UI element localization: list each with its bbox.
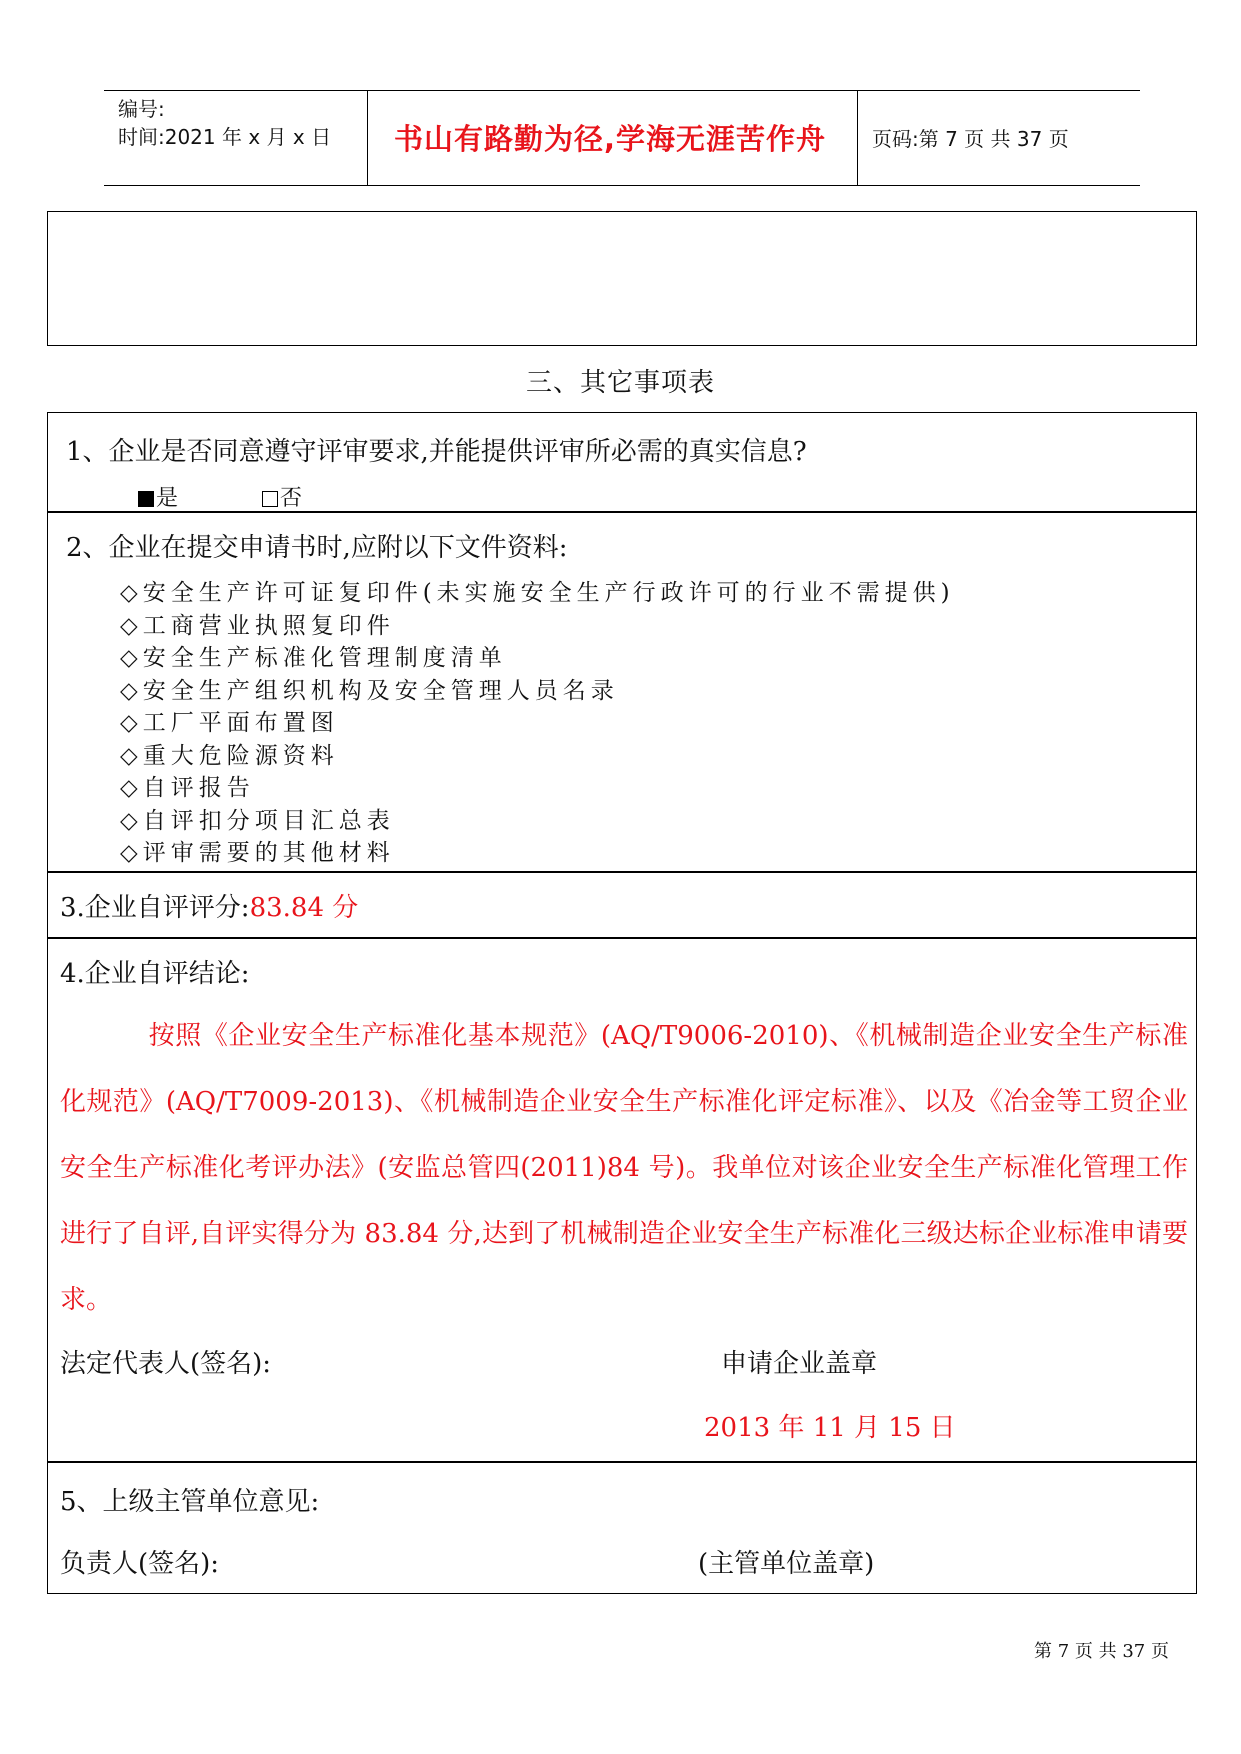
row-divider — [48, 1461, 1196, 1463]
header-divider — [367, 91, 368, 185]
list-item: ◇自评扣分项目汇总表 — [120, 807, 395, 834]
q3-label: 3.企业自评评分: — [60, 893, 250, 923]
list-item: ◇重大危险源资料 — [120, 742, 339, 769]
responsible-signature: 负责人(签名): — [60, 1549, 220, 1579]
doc-time-label: 时间:2021 年 x 月 x 日 — [118, 125, 332, 149]
header-page-info: 页码:第 7 页 共 37 页 — [872, 127, 1069, 151]
page-header — [104, 90, 1140, 186]
q1-no-label: 否 — [280, 486, 303, 511]
q3-row — [60, 887, 358, 924]
row-divider — [48, 937, 1196, 939]
other-items-table — [47, 412, 1197, 1594]
header-divider — [857, 91, 858, 185]
page-footer: 第 7 页 共 37 页 — [1034, 1641, 1169, 1662]
empty-table-cell — [47, 211, 1197, 346]
doc-number-label: 编号: — [118, 97, 165, 121]
attachment-list — [120, 577, 955, 870]
row-divider — [48, 871, 1196, 873]
supervisor-seal-label: (主管单位盖章) — [698, 1549, 875, 1579]
list-item: ◇安全生产标准化管理制度清单 — [120, 645, 507, 671]
q1-yes-option[interactable] — [138, 481, 178, 512]
application-date: 2013 年 11 月 15 日 — [704, 1413, 956, 1443]
conclusion-text: 按照《企业安全生产标准化基本规范》(AQ/T9006-2010)、《机械制造企业安全生产标准化规范》(AQ/T7009-2013)、《机械制造企业安全生产标准化评定标准》、以及《冶金等工贸企业安全生产标准化考评办法》(安监总管四(2011)84 号)。我单位对该企业安全生产标准化管理工作进行了自评,自评实得分为 83.84 分,达到了机械制造企业安全生产标准化三级达标企业标准申请要求。 — [60, 1021, 1188, 1315]
header-meta — [118, 95, 331, 151]
header-motto: 书山有路勤为径,学海无涯苦作舟 — [394, 122, 827, 156]
q2-text: 2、企业在提交申请书时,应附以下文件资料: — [66, 533, 568, 563]
q1-text: 1、企业是否同意遵守评审要求,并能提供评审所必需的真实信息? — [66, 437, 807, 467]
list-item: ◇自评报告 — [120, 775, 255, 801]
list-item: ◇工商营业执照复印件 — [120, 612, 395, 639]
company-seal-label: 申请企业盖章 — [721, 1349, 878, 1379]
list-item: ◇安全生产许可证复印件(未实施安全生产行政许可的行业不需提供) — [120, 580, 955, 606]
q1-yes-label: 是 — [156, 486, 179, 511]
row-divider — [48, 511, 1196, 513]
q1-no-option[interactable] — [262, 481, 302, 512]
q5-label: 5、上级主管单位意见: — [60, 1487, 320, 1517]
q4-label: 4.企业自评结论: — [60, 959, 250, 989]
list-item: ◇安全生产组织机构及安全管理人员名录 — [120, 677, 619, 704]
self-score: 83.84 分 — [249, 893, 359, 923]
conclusion-paragraph — [60, 1003, 1188, 1333]
section-title: 三、其它事项表 — [525, 368, 715, 398]
list-item: ◇工厂平面布置图 — [120, 710, 339, 736]
list-item: ◇评审需要的其他材料 — [120, 840, 395, 866]
legal-rep-signature: 法定代表人(签名): — [60, 1349, 272, 1379]
checkbox-no[interactable] — [262, 491, 278, 507]
checkbox-yes[interactable] — [138, 491, 154, 507]
